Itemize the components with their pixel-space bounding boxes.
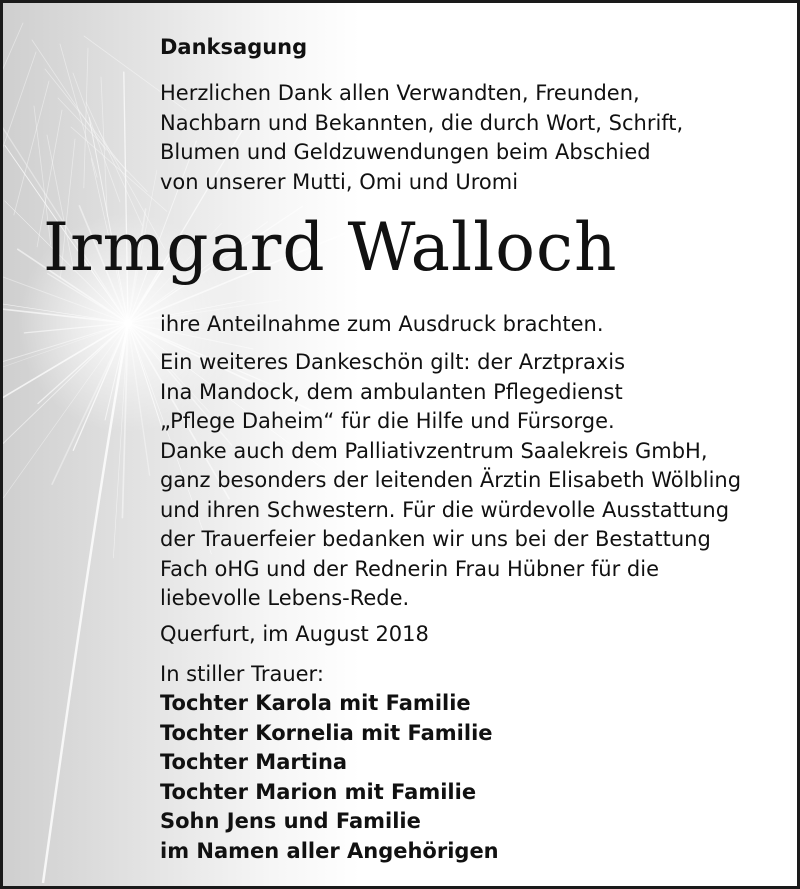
- thanks-line: Ein weiteres Dankeschön gilt: der Arztpraxis: [160, 350, 626, 374]
- mourner-item: Tochter Martina: [160, 750, 348, 774]
- thanks-line: und ihren Schwestern. Für die würdevolle Ausstattung: [160, 497, 730, 522]
- mourner-item: Tochter Marion mit Familie: [160, 779, 477, 804]
- mourner-item: Tochter Karola mit Familie: [160, 691, 471, 715]
- thanks-line: liebevolle Lebens-Rede.: [160, 586, 410, 610]
- mourners-list: [160, 689, 499, 866]
- intro-line: von unserer Mutti, Omi und Uromi: [160, 169, 519, 194]
- thanks-line: Danke auch dem Palliativzentrum Saalekreis GmbH,: [160, 438, 708, 463]
- thanks-line: Fach oHG und der Rednerin Frau Hübner für die: [160, 556, 660, 581]
- thanks-line: ganz besonders der leitenden Ärztin Elisabeth Wölbling: [160, 468, 742, 492]
- intro-line: Blumen und Geldzuwendungen beim Abschied: [160, 140, 651, 164]
- intro-line: Herzlichen Dank allen Verwandten, Freunden,: [160, 81, 640, 105]
- place-date: Querfurt, im August 2018: [160, 622, 429, 646]
- thanks-line: der Trauerfeier bedanken wir uns bei der Bestattung: [160, 527, 711, 551]
- mourning-label: In stiller Trauer:: [160, 662, 324, 686]
- intro-text: [160, 79, 683, 197]
- thanks-line: Ina Mandock, dem ambulanten Pflegedienst: [160, 379, 623, 404]
- mourner-item: im Namen aller Angehörigen: [160, 838, 499, 863]
- heading: Danksagung: [160, 35, 308, 59]
- mourner-item: Sohn Jens und Familie: [160, 809, 421, 833]
- mourner-item: Tochter Kornelia mit Familie: [160, 720, 493, 745]
- intro-line: Nachbarn und Bekannten, die durch Wort, Schrift,: [160, 110, 684, 135]
- thanks-line: „Pflege Daheim“ für die Hilfe und Fürsorge.: [160, 409, 615, 433]
- thanks-text: [160, 348, 741, 614]
- deceased-name: Irmgard Walloch: [43, 209, 618, 286]
- after-name-text: ihre Anteilnahme zum Ausdruck brachten.: [160, 312, 604, 336]
